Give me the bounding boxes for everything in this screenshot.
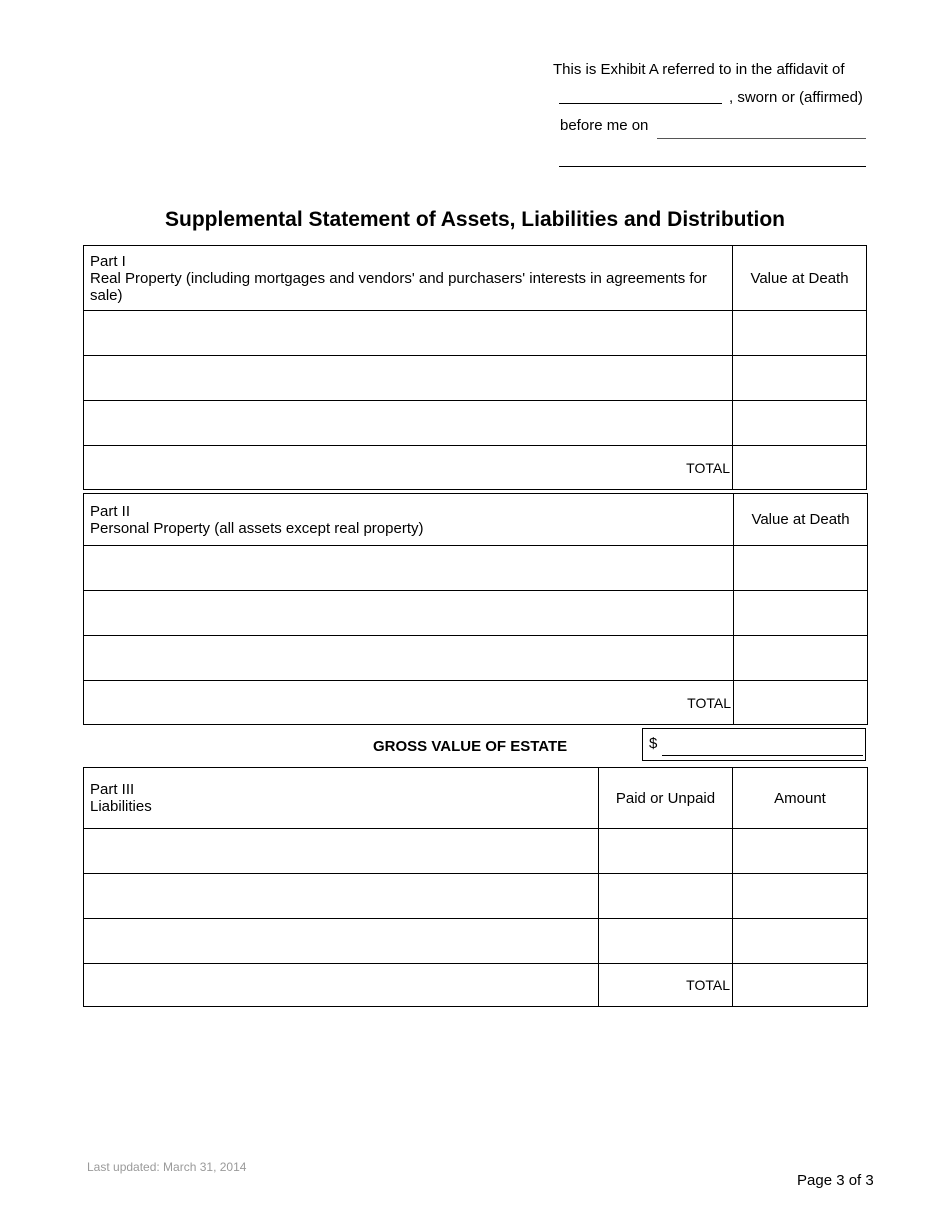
deponent-name-line[interactable] <box>559 103 722 104</box>
part2-value-cell[interactable] <box>734 546 868 591</box>
part1-value-header: Value at Death <box>733 246 867 311</box>
gross-value-label: GROSS VALUE OF ESTATE <box>373 738 568 755</box>
page-title: Supplemental Statement of Assets, Liabilities and Distribution <box>165 208 785 231</box>
commissioner-signature-line[interactable] <box>559 166 866 167</box>
part2-table <box>83 493 868 725</box>
part2-description-cell[interactable] <box>84 591 734 636</box>
table-row <box>84 591 868 636</box>
part3-paid-cell[interactable] <box>599 829 733 874</box>
part3-amount-header: Amount <box>733 768 868 829</box>
part3-total-label: TOTAL <box>599 964 733 1007</box>
part2-label: Part II <box>90 502 131 520</box>
part3-label: Part III <box>90 781 135 798</box>
date-line[interactable] <box>657 138 866 139</box>
part1-value-cell[interactable] <box>733 401 867 446</box>
part1-description-cell[interactable] <box>84 401 733 446</box>
part3-amount-cell[interactable] <box>733 829 868 874</box>
part3-description: Liabilities <box>90 798 152 815</box>
exhibit-text: This is Exhibit A referred to in the affidavit of <box>553 61 845 78</box>
part3-paid-cell[interactable] <box>599 919 733 964</box>
table-row <box>84 636 868 681</box>
gross-value-line <box>662 755 863 756</box>
sworn-text: , sworn or (affirmed) <box>729 89 863 106</box>
last-updated-text: Last updated: March 31, 2014 <box>87 1160 247 1174</box>
table-row <box>84 546 868 591</box>
part2-total-row <box>84 681 868 725</box>
part3-paid-header: Paid or Unpaid <box>599 768 733 829</box>
part2-total-label: TOTAL <box>84 681 734 725</box>
table-row <box>84 874 868 919</box>
part3-paid-cell[interactable] <box>599 874 733 919</box>
page-number: Page 3 of 3 <box>797 1172 874 1189</box>
part3-amount-cell[interactable] <box>733 874 868 919</box>
currency-symbol: $ <box>649 735 658 752</box>
part2-header-row <box>84 494 868 546</box>
part1-label: Part I <box>90 252 126 270</box>
part3-header-row <box>84 768 868 829</box>
table-row <box>84 356 867 401</box>
table-row <box>84 919 868 964</box>
part2-total-value[interactable] <box>734 681 868 725</box>
part1-value-cell[interactable] <box>733 311 867 356</box>
part3-header-cell <box>84 768 599 829</box>
part3-total-blank <box>84 964 599 1007</box>
part1-header-row <box>84 246 867 311</box>
part3-description-cell[interactable] <box>84 874 599 919</box>
gross-value-field[interactable] <box>642 728 866 761</box>
part2-description-cell[interactable] <box>84 636 734 681</box>
part1-description-cell[interactable] <box>84 356 733 401</box>
part1-total-value[interactable] <box>733 446 867 490</box>
table-row <box>84 829 868 874</box>
part2-value-cell[interactable] <box>734 636 868 681</box>
part3-total-row <box>84 964 868 1007</box>
part2-value-cell[interactable] <box>734 591 868 636</box>
part1-total-label: TOTAL <box>84 446 733 490</box>
part1-header-cell <box>84 246 733 311</box>
part3-total-value[interactable] <box>733 964 868 1007</box>
part3-description-cell[interactable] <box>84 919 599 964</box>
part1-total-row <box>84 446 867 490</box>
before-me-text: before me on <box>560 117 649 134</box>
part3-table <box>83 767 868 1007</box>
part2-header-cell <box>84 494 734 546</box>
part2-description-cell[interactable] <box>84 546 734 591</box>
part2-description: Personal Property (all assets except real property) <box>90 519 424 537</box>
part1-table <box>83 245 867 490</box>
part3-description-cell[interactable] <box>84 829 599 874</box>
table-row <box>84 401 867 446</box>
table-row <box>84 311 867 356</box>
part3-amount-cell[interactable] <box>733 919 868 964</box>
part1-description-cell[interactable] <box>84 311 733 356</box>
part2-value-header: Value at Death <box>734 494 868 546</box>
part1-value-cell[interactable] <box>733 356 867 401</box>
part1-description: Real Property (including mortgages and vendors' and purchasers' interests in agreements for sale) <box>90 269 707 304</box>
